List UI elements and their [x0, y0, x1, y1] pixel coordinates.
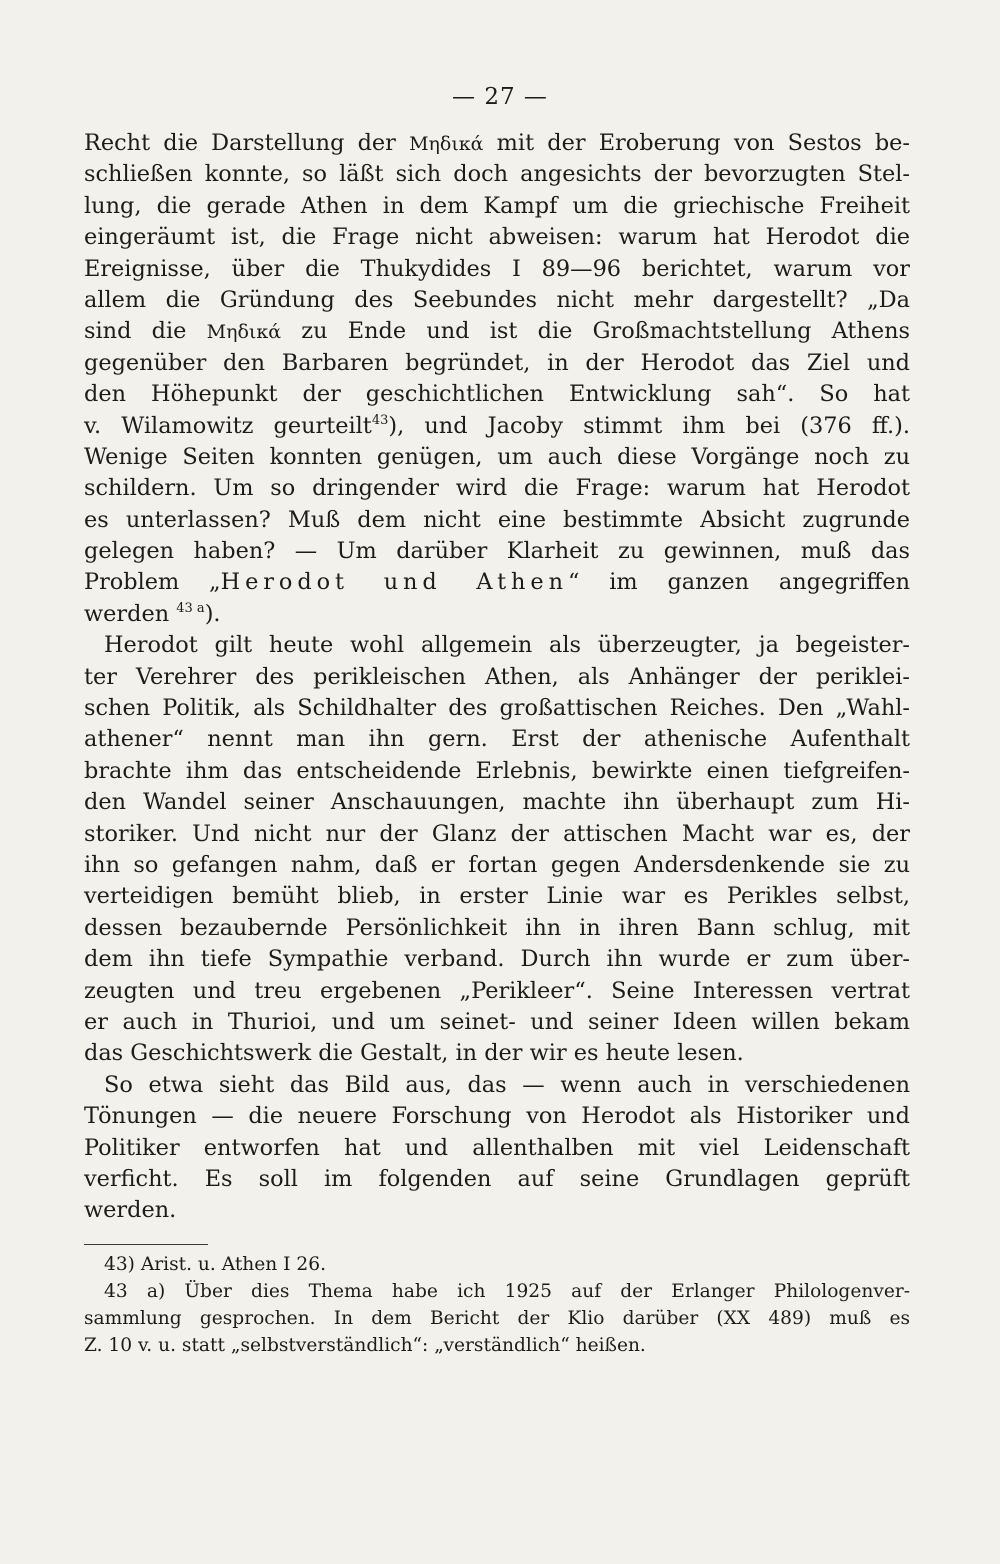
text-line — [84, 1133, 910, 1164]
text-line — [84, 316, 910, 347]
text-line — [84, 850, 910, 881]
text-segment: ). — [204, 600, 221, 627]
text-line — [84, 1070, 910, 1101]
text-line — [84, 724, 910, 755]
text-line — [84, 567, 910, 598]
text-line — [84, 819, 910, 850]
text-segment: Μηδικά — [409, 133, 484, 155]
text-line — [84, 881, 910, 912]
text-segment: Problem „ — [84, 569, 221, 596]
text-segment: verficht. Es soll im folgenden auf seine Grundlagen geprüft — [84, 1165, 910, 1192]
footnotes — [84, 1251, 910, 1359]
text-segment: gegenüber den Barbaren begründet, in der Herodot das Ziel und — [84, 349, 910, 376]
text-segment: es unterlassen? Muß dem nicht eine bestimmte Absicht zugrunde — [84, 506, 910, 533]
text-segment: werden — [84, 600, 177, 627]
text-segment: v. Wilamowitz geurteilt — [84, 412, 372, 439]
text-segment: storiker. Und nicht nur der Glanz der attischen Macht war es, der — [84, 820, 910, 847]
text-line — [84, 442, 910, 473]
text-line — [84, 285, 910, 316]
text-segment: allem die Gründung des Seebundes nicht mehr dargestellt? „Da — [84, 286, 910, 313]
text-segment: verteidigen bemüht blieb, in erster Linie war es Perikles selbst, — [84, 883, 910, 910]
text-line — [84, 662, 910, 693]
text-segment: Recht die Darstellung der — [84, 130, 410, 156]
text-segment: dessen bezaubernde Persönlichkeit ihn in ihren Bann schlug, mit — [84, 914, 910, 941]
text-segment: eingeräumt ist, die Frage nicht abweisen: warum hat Herodot die — [84, 224, 910, 251]
footnote-reference: 43 — [371, 412, 389, 428]
page-number: — 27 — — [452, 84, 548, 110]
text-line — [84, 913, 910, 944]
footnote-line: 43) Arist. u. Athen I 26. — [104, 1254, 326, 1275]
text-segment: er auch in Thurioi, und um seinet- und seiner Ideen willen bekam — [84, 1008, 910, 1035]
footnote-line: sammlung gesprochen. In dem Bericht der Klio darüber (XX 489) muß es — [84, 1308, 910, 1329]
text-line — [84, 348, 910, 379]
text-segment: “ im ganzen angegriffen — [567, 569, 910, 596]
text-segment: mit der Eroberung von Sestos be- — [483, 130, 910, 156]
text-segment: sind die — [84, 318, 207, 345]
footnote-line: 43 a) Über dies Thema habe ich 1925 auf der Erlanger Philologenver- — [104, 1281, 910, 1302]
text-line — [84, 411, 910, 442]
text-line — [84, 191, 910, 222]
text-line — [84, 473, 910, 504]
text-segment: Ereignisse, über die Thukydides I 89—96 berichtet, warum vor — [84, 255, 910, 282]
text-line — [84, 787, 910, 818]
text-segment: den Höhepunkt der geschichtlichen Entwicklung sah“. So hat — [84, 381, 910, 408]
text-line — [84, 599, 910, 630]
text-segment: ter Verehrer des perikleischen Athen, als Anhänger der periklei- — [84, 663, 910, 690]
text-line — [84, 976, 910, 1007]
text-segment: werden. — [84, 1197, 177, 1224]
text-segment: Wenige Seiten konnten genügen, um auch diese Vorgänge noch zu — [84, 443, 910, 470]
text-line — [84, 1007, 910, 1038]
text-segment: Tönungen — die neuere Forschung von Herodot als Historiker und — [84, 1103, 910, 1130]
text-segment: lung, die gerade Athen in dem Kampf um die griechische Freiheit — [84, 192, 910, 219]
text-segment: ihn so gefangen nahm, daß er fortan gegen Andersdenkende sie zu — [84, 851, 910, 878]
text-line — [84, 1038, 910, 1069]
text-line — [84, 128, 910, 159]
text-segment: Politiker entworfen hat und allenthalben mit viel Leidenschaft — [84, 1134, 910, 1161]
text-segment: schließen konnte, so läßt sich doch angesichts der bevorzugten Stel- — [84, 161, 910, 188]
text-segment: athener“ nennt man ihn gern. Erst der athenische Aufenthalt — [84, 726, 910, 753]
text-line — [84, 1195, 910, 1226]
text-segment: schildern. Um so dringender wird die Frage: warum hat Herodot — [84, 475, 910, 502]
text-line — [84, 505, 910, 536]
text-segment: gelegen haben? — Um darüber Klarheit zu gewinnen, muß das — [84, 538, 910, 565]
text-line — [84, 693, 910, 724]
text-segment: schen Politik, als Schildhalter des großattischen Reiches. Den „Wahl- — [84, 695, 910, 722]
text-segment: dem ihn tiefe Sympathie verband. Durch ihn wurde er zum über- — [84, 946, 910, 973]
text-line — [84, 756, 910, 787]
text-segment: Μηδικά — [206, 321, 282, 344]
text-line — [84, 159, 910, 190]
text-segment: So etwa sieht das Bild aus, das — wenn auch in verschiedenen — [104, 1071, 910, 1098]
body-text — [84, 128, 910, 1227]
text-line — [84, 536, 910, 567]
text-line — [84, 254, 910, 285]
text-line — [84, 1101, 910, 1132]
text-line — [84, 944, 910, 975]
text-segment: den Wandel seiner Anschauungen, machte ihn überhaupt zum Hi- — [84, 789, 910, 816]
text-segment: zu Ende und ist die Großmachtstellung Athens — [281, 318, 910, 345]
text-line — [84, 222, 910, 253]
text-segment: brachte ihm das entscheidende Erlebnis, bewirkte einen tiefgreifen- — [84, 757, 910, 784]
text-segment: Herodot und Athen — [220, 569, 568, 596]
footnote-reference: 43 a — [176, 600, 205, 616]
text-segment: Herodot gilt heute wohl allgemein als überzeugter, ja begeister- — [104, 632, 910, 659]
text-line — [84, 630, 910, 661]
text-line — [84, 1164, 910, 1195]
text-segment: ), und Jacoby stimmt ihm bei (376 ff.). — [388, 412, 910, 439]
footnote-separator — [84, 1244, 208, 1245]
text-line — [84, 379, 910, 410]
text-segment: das Geschichtswerk die Gestalt, in der wir es heute lesen. — [84, 1040, 744, 1067]
text-segment: zeugten und treu ergebenen „Perikleer“. Seine Interessen vertrat — [84, 977, 910, 1004]
footnote-line: Z. 10 v. u. statt „selbstverständlich“: „verständlich“ heißen. — [84, 1335, 646, 1356]
